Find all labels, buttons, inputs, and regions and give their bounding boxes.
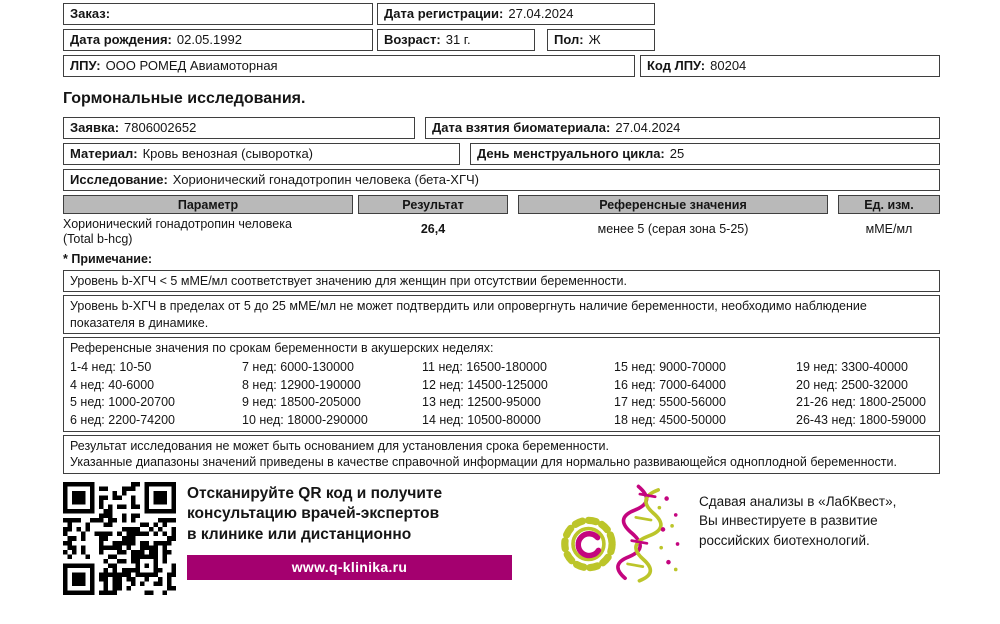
week-range: 4 нед: 40-6000 bbox=[70, 377, 155, 392]
sex-field bbox=[547, 29, 655, 51]
biomaterial-date-field bbox=[425, 117, 940, 139]
week-range: 21-26 нед: 1800-25000 bbox=[796, 395, 926, 409]
request-field bbox=[63, 117, 415, 139]
qr-instruction-line1: Отсканируйте QR код и получите bbox=[187, 484, 443, 502]
results-table-header bbox=[63, 195, 940, 214]
week-range: 10 нед: 18000-290000 bbox=[242, 412, 368, 427]
week-range: 20 нед: 2500-32000 bbox=[796, 377, 908, 392]
lpu-label: ЛПУ: bbox=[70, 58, 101, 73]
weeks-col-5 bbox=[796, 359, 933, 429]
labquest-line2: Вы инвестируете в развитие bbox=[699, 513, 878, 529]
clinic-url-banner[interactable]: www.q-klinika.ru bbox=[187, 555, 512, 580]
week-range: 16 нед: 7000-64000 bbox=[614, 377, 726, 392]
weeks-col-2 bbox=[242, 359, 422, 429]
note-1: Уровень b-ХГЧ < 5 мМЕ/мл соответствует значению для женщин при отсутствии беременности. bbox=[63, 270, 940, 292]
week-range: 5 нед: 1000-20700 bbox=[70, 395, 175, 409]
parameter-name bbox=[63, 217, 353, 247]
cycle-day-label: День менструального цикла: bbox=[477, 146, 665, 161]
sex-label: Пол: bbox=[554, 32, 584, 47]
cycle-day-field bbox=[470, 143, 940, 165]
lpu-code-label: Код ЛПУ: bbox=[647, 58, 706, 73]
request-value: 7806002652 bbox=[124, 120, 197, 135]
registration-date-label: Дата регистрации: bbox=[384, 6, 504, 21]
sex-value: Ж bbox=[588, 32, 601, 47]
dna-gear-icon bbox=[559, 484, 689, 589]
parameter-line2: (Total b-hcg) bbox=[63, 232, 133, 246]
birth-date-field bbox=[63, 29, 373, 51]
birth-date-label: Дата рождения: bbox=[70, 32, 172, 47]
cycle-day-value: 25 bbox=[669, 146, 685, 161]
week-range: 17 нед: 5500-56000 bbox=[614, 395, 726, 409]
qr-instruction-line3: в клинике или дистанционно bbox=[187, 526, 412, 544]
week-range: 8 нед: 12900-190000 bbox=[242, 377, 361, 392]
qr-instruction bbox=[187, 482, 517, 547]
col-result-header: Результат bbox=[358, 195, 508, 214]
qr-code-svg bbox=[63, 482, 176, 595]
week-range: 18 нед: 4500-50000 bbox=[614, 412, 726, 427]
final-note-line1: Результат исследования не может быть основанием для установления срока беременности. bbox=[70, 439, 609, 453]
header-row-2 bbox=[63, 29, 940, 51]
age-field bbox=[377, 29, 535, 51]
study-label: Исследование: bbox=[70, 172, 168, 187]
order-label: Заказ: bbox=[70, 6, 111, 21]
registration-date-field bbox=[377, 3, 655, 25]
final-note-box bbox=[63, 435, 940, 474]
weeks-col-3 bbox=[422, 359, 614, 429]
col-unit-header: Ед. изм. bbox=[838, 195, 940, 214]
labquest-line1: Сдавая анализы в «ЛабКвест», bbox=[699, 493, 897, 509]
study-row bbox=[63, 169, 940, 191]
qr-code bbox=[63, 482, 176, 595]
weeks-grid bbox=[70, 359, 933, 429]
week-range: 11 нед: 16500-180000 bbox=[422, 360, 547, 374]
study-field bbox=[63, 169, 940, 191]
weeks-reference-box bbox=[63, 337, 940, 432]
reference-value: менее 5 (серая зона 5-25) bbox=[597, 222, 749, 236]
lpu-value: ООО РОМЕД Авиамоторная bbox=[105, 58, 278, 73]
weeks-title: Референсные значения по срокам беременности в акушерских неделях: bbox=[70, 340, 494, 355]
col-reference-header: Референсные значения bbox=[518, 195, 828, 214]
week-range: 1-4 нед: 10-50 bbox=[70, 360, 152, 374]
note-label: * Примечание: bbox=[63, 252, 153, 266]
col-parameter-header: Параметр bbox=[63, 195, 353, 214]
biomaterial-date-label: Дата взятия биоматериала: bbox=[432, 120, 611, 135]
registration-date-value: 27.04.2024 bbox=[508, 6, 574, 21]
week-range: 26-43 нед: 1800-59000 bbox=[796, 412, 926, 427]
section-title: Гормональные исследования. bbox=[63, 90, 306, 107]
final-note-line2: Указанные диапазоны значений приведены в качестве справочной информации для нормально развивающейся одноплодной беременности. bbox=[70, 455, 897, 470]
week-range: 9 нед: 18500-205000 bbox=[242, 395, 361, 409]
age-value: 31 г. bbox=[445, 32, 471, 47]
lpu-code-value: 80204 bbox=[710, 58, 747, 73]
lpu-field bbox=[63, 55, 635, 77]
unit-value: мМЕ/мл bbox=[865, 222, 913, 236]
order-field bbox=[63, 3, 373, 25]
labquest-text bbox=[699, 482, 896, 551]
results-table-row bbox=[63, 217, 940, 247]
weeks-col-1 bbox=[70, 359, 242, 429]
header-row-1 bbox=[63, 3, 940, 25]
week-range: 6 нед: 2200-74200 bbox=[70, 412, 175, 427]
parameter-line1: Хорионический гонадотропин человека bbox=[63, 217, 292, 231]
birth-date-value: 02.05.1992 bbox=[176, 32, 242, 47]
age-label: Возраст: bbox=[384, 32, 441, 47]
material-value: Кровь венозная (сыворотка) bbox=[142, 146, 313, 161]
week-range: 14 нед: 10500-80000 bbox=[422, 412, 541, 427]
sample-row-1 bbox=[63, 117, 940, 139]
material-label: Материал: bbox=[70, 146, 138, 161]
qr-instruction-block bbox=[187, 482, 517, 581]
week-range: 15 нед: 9000-70000 bbox=[614, 360, 726, 374]
week-range: 7 нед: 6000-130000 bbox=[242, 360, 354, 374]
note-2: Уровень b-ХГЧ в пределах от 5 до 25 мМЕ/мл не может подтвердить или опровергнуть наличие беременности, необходимо наблюдение показателя в динамике. bbox=[63, 295, 940, 334]
footer bbox=[63, 482, 940, 595]
header-row-3 bbox=[63, 55, 940, 77]
material-field bbox=[63, 143, 460, 165]
week-range: 19 нед: 3300-40000 bbox=[796, 360, 908, 374]
weeks-col-4 bbox=[614, 359, 796, 429]
lpu-code-field bbox=[640, 55, 940, 77]
request-label: Заявка: bbox=[70, 120, 120, 135]
sample-row-2 bbox=[63, 143, 940, 165]
week-range: 12 нед: 14500-125000 bbox=[422, 377, 548, 392]
study-value: Хорионический гонадотропин человека (бета-ХГЧ) bbox=[172, 172, 479, 187]
qr-instruction-line2: консультацию врачей-экспертов bbox=[187, 505, 440, 523]
biomaterial-date-value: 27.04.2024 bbox=[615, 120, 681, 135]
week-range: 13 нед: 12500-95000 bbox=[422, 395, 541, 409]
result-value: 26,4 bbox=[420, 222, 446, 236]
labquest-line3: российских биотехнологий. bbox=[699, 532, 870, 548]
